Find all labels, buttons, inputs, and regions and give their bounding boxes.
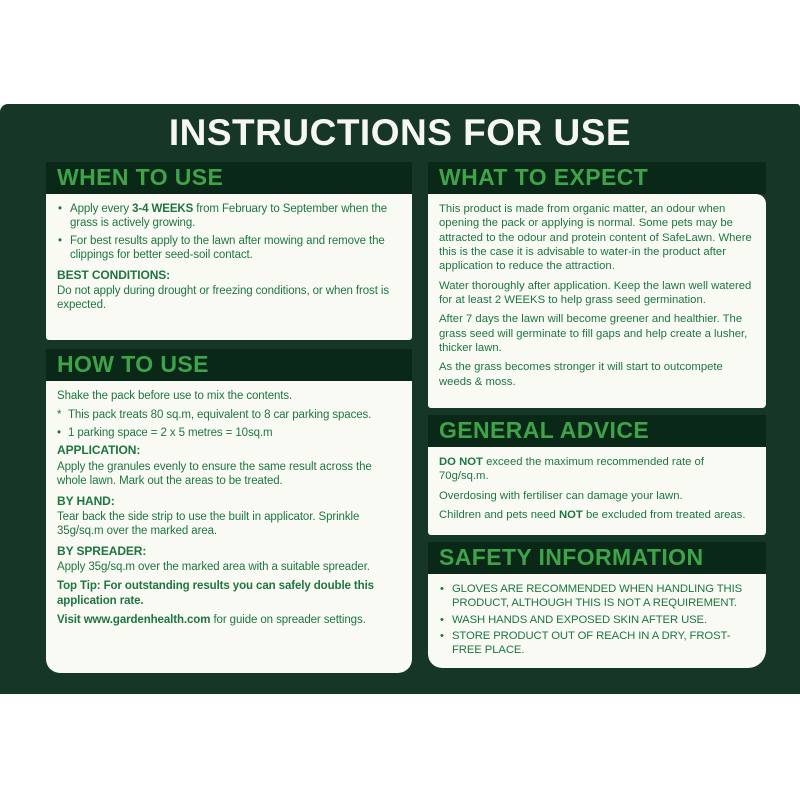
bullet-item xyxy=(439,582,755,611)
bullet-item xyxy=(57,202,401,231)
pack-coverage-text: This pack treats 80 sq.m, equivalent to 8 car parking spaces. xyxy=(68,409,372,422)
parking-space-note xyxy=(57,426,401,440)
by-hand-label: BY HAND: xyxy=(57,493,115,508)
right-column xyxy=(428,162,766,673)
website-note: Visit www.gardenhealth.com for guide on spreader settings. xyxy=(57,614,366,627)
product-label xyxy=(0,104,800,694)
when-to-use-panel xyxy=(46,194,412,340)
general-advice-heading: GENERAL ADVICE xyxy=(428,415,766,447)
expect-paragraph: Water thoroughly after application. Keep the lawn well watered for at least 2 WEEKS to help grass seed germination. xyxy=(439,279,752,306)
what-to-expect-heading: WHAT TO EXPECT xyxy=(428,162,766,194)
bullet-icon: • xyxy=(440,613,444,626)
application-text: Apply the granules evenly to ensure the same result across the whole lawn. Mark out the areas to be treated. xyxy=(57,460,372,488)
bullet-icon: • xyxy=(58,202,62,215)
bullet-item xyxy=(57,234,401,263)
by-spreader-label: BY SPREADER: xyxy=(57,543,147,558)
left-column xyxy=(46,162,412,673)
top-tip-text: Top Tip: For outstanding results you can safely double this application rate. xyxy=(57,580,374,607)
section-what-to-expect xyxy=(428,162,766,408)
section-general-advice xyxy=(428,415,766,535)
expect-paragraph: As the grass becomes stronger it will start to outcompete weeds & moss. xyxy=(439,361,723,388)
how-to-use-heading: HOW TO USE xyxy=(46,349,412,381)
bullet-icon: • xyxy=(57,426,61,439)
safety-bullet-text: WASH HANDS AND EXPOSED SKIN AFTER USE. xyxy=(452,613,708,626)
section-safety-information xyxy=(428,542,766,668)
when-to-use-heading: WHEN TO USE xyxy=(46,162,412,194)
bullet-text: Apply every 3-4 WEEKS from February to September when the grass is actively growing. xyxy=(70,202,388,230)
bullet-item xyxy=(439,629,755,658)
section-how-to-use xyxy=(46,349,412,673)
when-to-use-bullet-list xyxy=(57,202,401,263)
parking-space-text: 1 parking space = 2 x 5 metres = 10sq.m xyxy=(68,426,273,439)
by-hand-text: Tear back the side strip to use the built in applicator. Sprinkle 35g/sq.m over the marked area. xyxy=(57,510,360,538)
bullet-text: For best results apply to the lawn after mowing and remove the clippings for better seed-soil contact. xyxy=(70,234,385,262)
safety-information-panel xyxy=(428,574,766,668)
application-label: APPLICATION: xyxy=(57,443,141,458)
page-title: INSTRUCTIONS FOR USE xyxy=(168,112,632,153)
section-when-to-use xyxy=(46,162,412,340)
safety-bullet-text: STORE PRODUCT OUT OF REACH IN A DRY, FROST-FREE PLACE. xyxy=(452,630,731,657)
expect-paragraph: This product is made from organic matter, an odour when opening the pack or applying is normal. Some pets may be attracted to the odour and protein content of SafeLawn. Where this is the case it is advisable to water-in the product after application to reduce the attraction. xyxy=(439,202,752,273)
pack-coverage-note xyxy=(57,408,401,422)
bullet-icon: • xyxy=(58,234,62,247)
advice-paragraph: DO NOT exceed the maximum recommended rate of 70g/sq.m. xyxy=(439,455,704,483)
what-to-expect-panel xyxy=(428,194,766,408)
bullet-item xyxy=(439,613,755,627)
advice-paragraph: Overdosing with fertiliser can damage your lawn. xyxy=(439,489,683,502)
bullet-icon: • xyxy=(440,630,444,643)
how-to-use-panel xyxy=(46,381,412,673)
expect-paragraph: After 7 days the lawn will become greener and healthier. The grass seed will germinate to fill gaps and help create a lusher, thicker lawn. xyxy=(439,313,748,354)
safety-bullet-text: GLOVES ARE RECOMMENDED WHEN HANDLING THIS PRODUCT, ALTHOUGH THIS IS NOT A REQUIREMENT. xyxy=(452,583,743,610)
by-spreader-text: Apply 35g/sq.m over the marked area with a suitable spreader. xyxy=(57,560,370,573)
best-conditions-text: Do not apply during drought or freezing conditions, or when frost is expected. xyxy=(57,284,390,312)
best-conditions-label: BEST CONDITIONS: xyxy=(57,267,171,282)
safety-bullet-list xyxy=(439,582,755,658)
content-columns xyxy=(0,162,800,673)
shake-instruction: Shake the pack before use to mix the contents. xyxy=(57,389,293,402)
advice-paragraph: Children and pets need NOT be excluded from treated areas. xyxy=(439,509,746,521)
bullet-icon: • xyxy=(440,583,444,596)
general-advice-panel xyxy=(428,447,766,535)
asterisk-icon: * xyxy=(57,409,62,422)
safety-information-heading: SAFETY INFORMATION xyxy=(428,542,766,574)
